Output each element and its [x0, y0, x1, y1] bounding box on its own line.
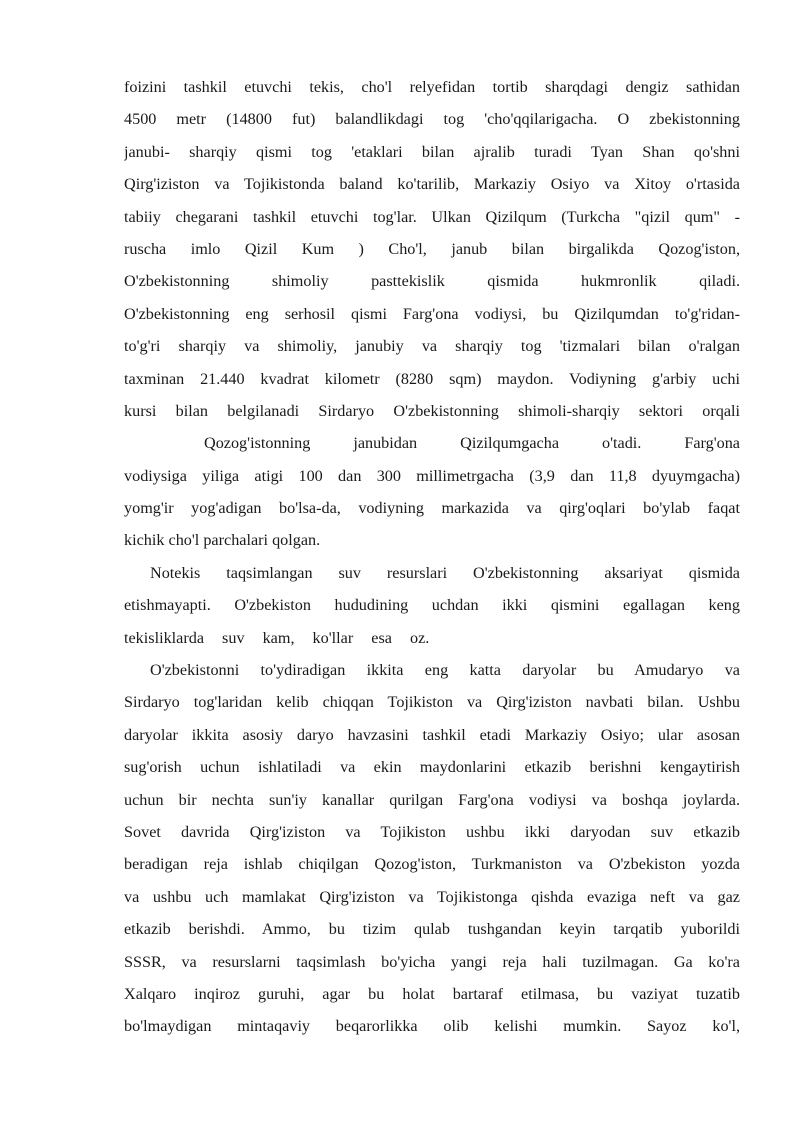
- text-line: 4500 metr (14800 fut) balandlikdagi tog 'cho'qqilarigacha. O zbekistonning: [124, 110, 740, 129]
- text-line: Qirg'iziston va Tojikistonda baland ko'tarilib, Markaziy Osiyo va Xitoy o'rtasida: [124, 175, 740, 194]
- text-line: Sovet davrida Qirg'iziston va Tojikiston ushbu ikki daryodan suv etkazib: [124, 822, 740, 841]
- text-line: taxminan 21.440 kvadrat kilometr (8280 sqm) maydon. Vodiyning g'arbiy uchi: [124, 369, 740, 388]
- text-line: sug'orish uchun ishlatiladi va ekin maydonlarini etkazib berishni kengaytirish: [124, 758, 740, 777]
- text-line: SSSR, va resurslarni taqsimlash bo'yicha yangi reja hali tuzilmagan. Ga ko'ra: [124, 952, 740, 971]
- text-line: Sirdaryo tog'laridan kelib chiqqan Tojikiston va Qirg'iziston navbati bilan. Ushbu: [124, 693, 740, 712]
- text-line: Xalqaro inqiroz guruhi, agar bu holat bartaraf etilmasa, bu vaziyat tuzatib: [124, 984, 740, 1003]
- paragraph-start-line: Notekis taqsimlangan suv resurslari O'zbekistonning aksariyat qismida: [150, 563, 740, 582]
- text-line: vodiysiga yiliga atigi 100 dan 300 millimetrgacha (3,9 dan 11,8 dyuymgacha): [124, 466, 740, 485]
- text-line: tekisliklarda suv kam, ko'llar esa oz.: [124, 628, 430, 647]
- text-line: kursi bilan belgilanadi Sirdaryo O'zbekistonning shimoli-sharqiy sektori orqali: [124, 401, 740, 420]
- document-page: [124, 71, 740, 1043]
- paragraph-start-line: O'zbekistonni to'ydiradigan ikkita eng katta daryolar bu Amudaryo va: [150, 661, 740, 680]
- text-line: uchun bir nechta sun'iy kanallar qurilgan Farg'ona vodiysi va boshqa joylarda.: [124, 790, 740, 809]
- text-line: etkazib berishdi. Ammo, bu tizim qulab tushgandan keyin tarqatib yuborildi: [124, 920, 740, 939]
- text-line: O'zbekistonning shimoliy pasttekislik qismida hukmronlik qiladi.: [124, 272, 740, 291]
- text-line: yomg'ir yog'adigan bo'lsa-da, vodiyning markazida va qirg'oqlari bo'ylab faqat: [124, 499, 740, 518]
- text-line: bo'lmaydigan mintaqaviy beqarorlikka olib kelishi mumkin. Sayoz ko'l,: [124, 1017, 740, 1036]
- text-line: daryolar ikkita asosiy daryo havzasini tashkil etadi Markaziy Osiyo; ular asosan: [124, 725, 740, 744]
- text-line: O'zbekistonning eng serhosil qismi Farg'ona vodiysi, bu Qizilqumdan to'g'ridan-: [124, 304, 740, 323]
- text-line: foizini tashkil etuvchi tekis, cho'l relyefidan tortib sharqdagi dengiz sathidan: [124, 78, 740, 96]
- text-line: beradigan reja ishlab chiqilgan Qozog'iston, Turkmaniston va O'zbekiston yozda: [124, 855, 740, 874]
- text-line: tabiiy chegarani tashkil etuvchi tog'lar. Ulkan Qizilqum (Turkcha "qizil qum" -: [124, 207, 740, 226]
- text-line: va ushbu uch mamlakat Qirg'iziston va Tojikistonga qishda evaziga neft va gaz: [124, 887, 740, 906]
- text-line: kichik cho'l parchalari qolgan.: [124, 531, 321, 550]
- text-line: to'g'ri sharqiy va shimoliy, janubiy va sharqiy tog 'tizmalari bilan o'ralgan: [124, 337, 740, 356]
- text-line: etishmayapti. O'zbekiston hududining uchdan ikki qismini egallagan keng: [124, 596, 740, 615]
- text-line: ruscha imlo Qizil Kum ) Cho'l, janub bilan birgalikda Qozog'iston,: [124, 239, 740, 258]
- text-line: Qozog'istonning janubidan Qizilqumgacha o'tadi. Farg'ona: [204, 434, 740, 453]
- text-line: janubi- sharqiy qismi tog 'etaklari bilan ajralib turadi Tyan Shan qo'shni: [124, 142, 740, 161]
